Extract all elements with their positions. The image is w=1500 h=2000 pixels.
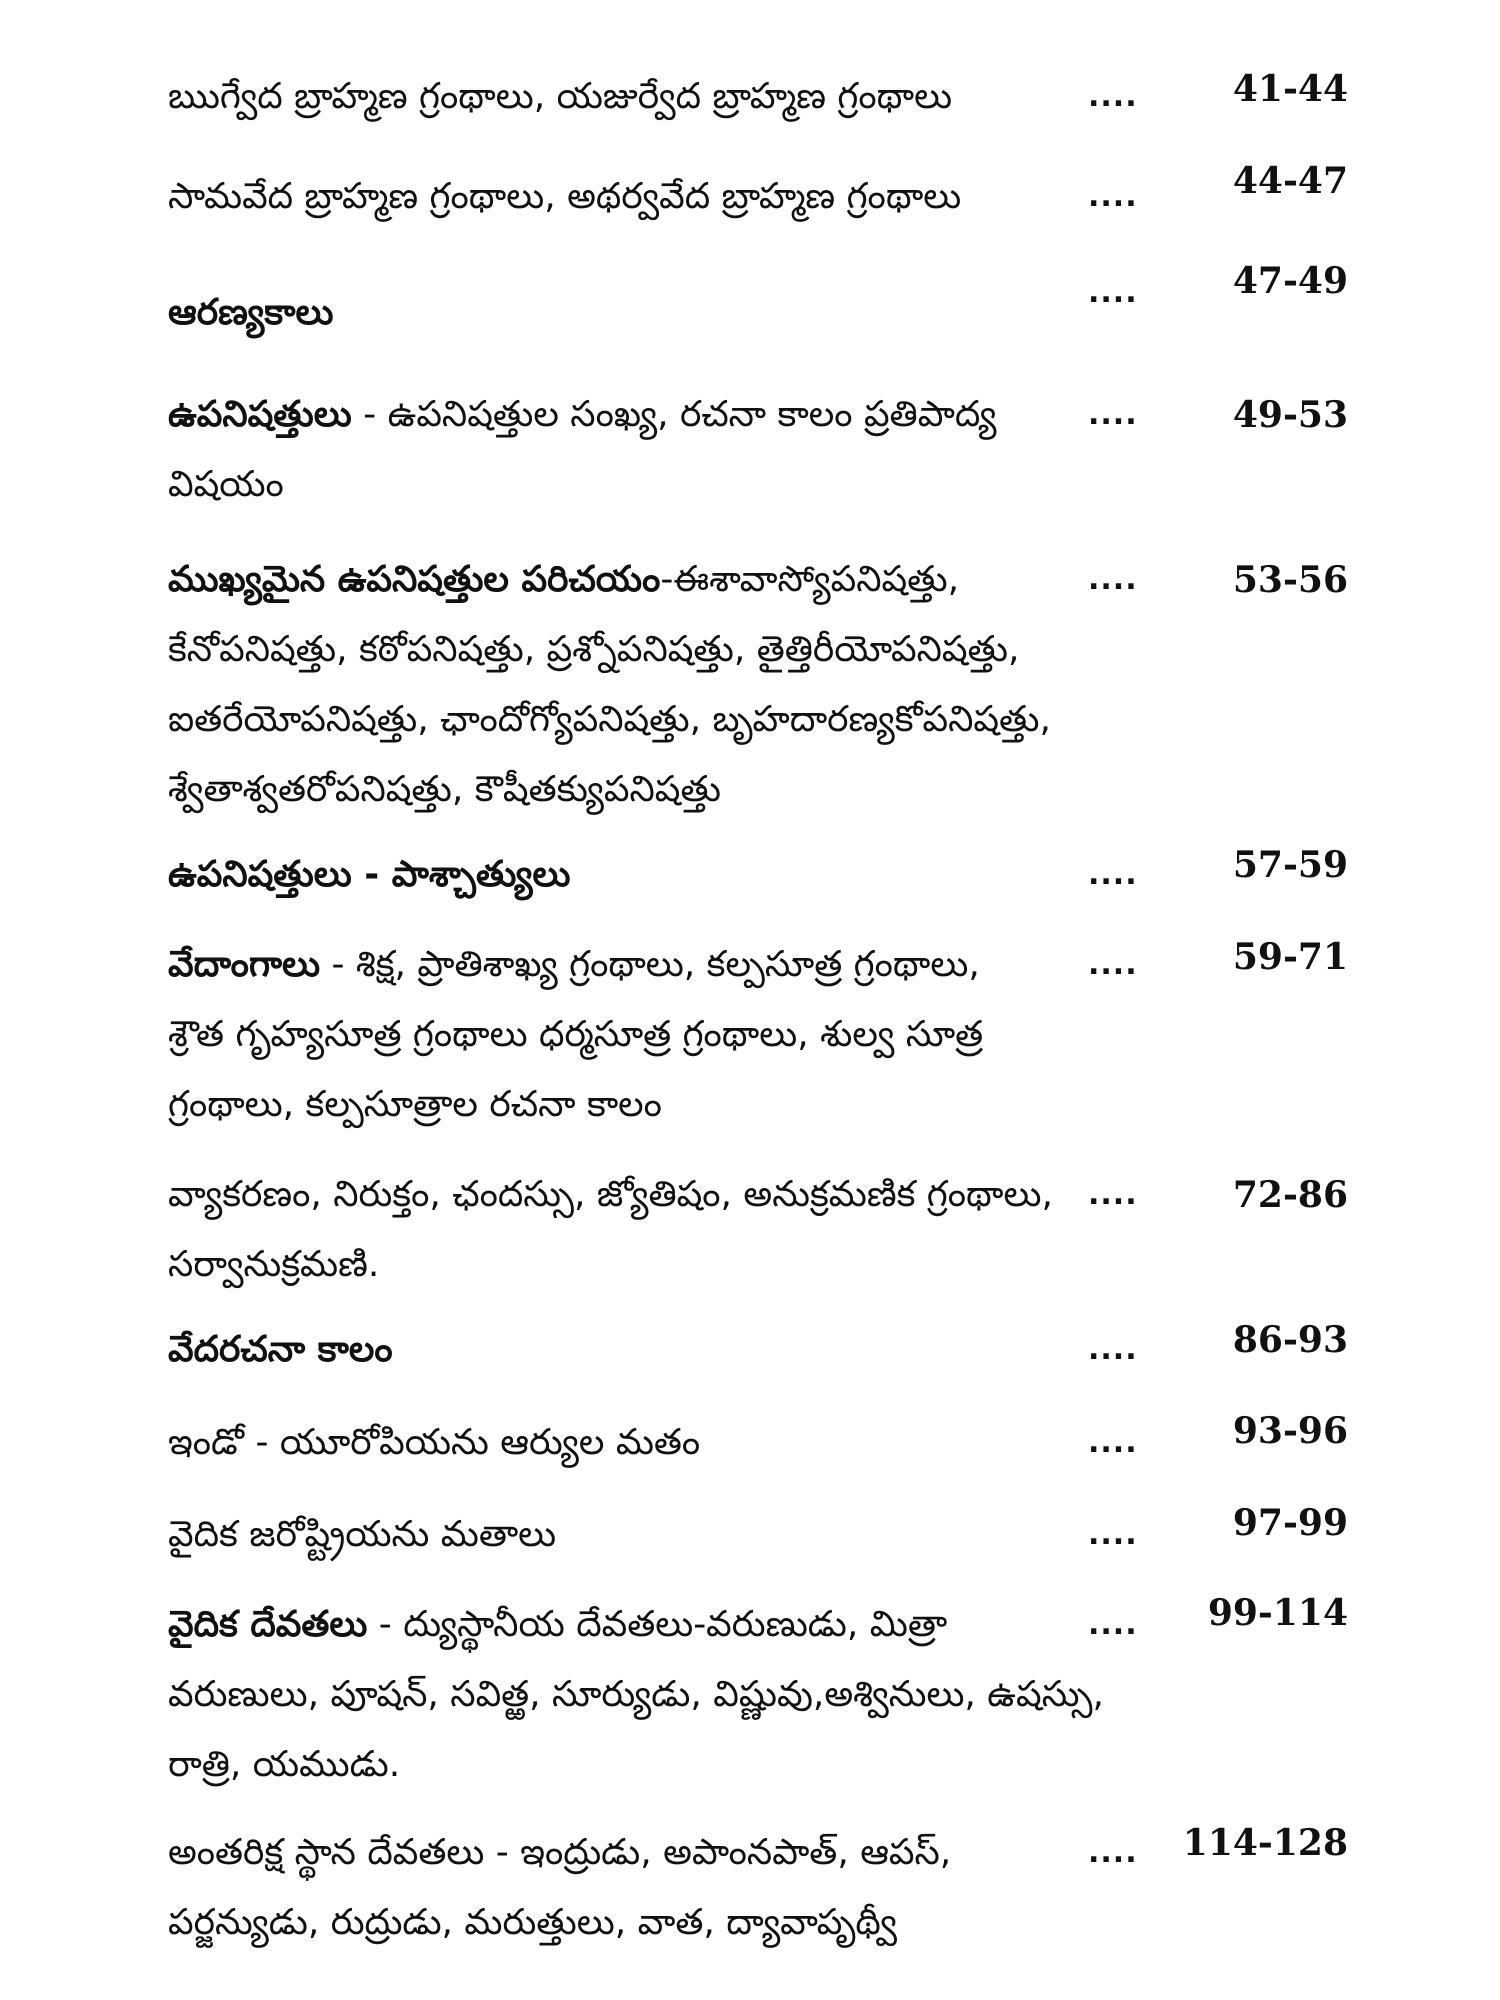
toc-entry-text <box>168 162 1068 232</box>
page-range: 114-128 <box>1182 1822 1348 1864</box>
leader-dots: .... <box>1088 1332 1138 1367</box>
toc-entry-line: ఇండో - యూరోపియను ఆర్యుల మతం <box>168 1422 701 1463</box>
toc-entry-text <box>168 1160 1068 1300</box>
toc-entry-text <box>168 545 1068 825</box>
toc-entry <box>168 1408 1348 1478</box>
toc-entry-text <box>168 1818 1068 1958</box>
page-range: 59-71 <box>1232 936 1348 978</box>
leader-dots: .... <box>1088 79 1138 114</box>
toc-entry-heading: ఉపనిషత్తులు <box>168 394 352 435</box>
toc-entry-line: - ద్యుస్థానీయ దేవతలు-వరుణుడు, మిత్రా <box>367 1604 948 1645</box>
leader-dots: .... <box>1088 857 1138 892</box>
toc-entry-heading: ఆరణ్యకాలు <box>168 292 334 333</box>
toc-entry <box>168 162 1348 232</box>
toc-entry-heading: వైదిక దేవతలు <box>168 1604 368 1645</box>
page-range: 47-49 <box>1232 260 1348 302</box>
page-range: 49-53 <box>1232 394 1348 436</box>
page-range: 53-56 <box>1232 559 1348 601</box>
page-range: 86-93 <box>1232 1319 1348 1361</box>
toc-entry-heading: వేదాంగాలు <box>168 944 321 985</box>
toc-entry-line: శ్వేతాశ్వతరోపనిషత్తు, కౌషీతక్యుపనిషత్తు <box>168 769 721 810</box>
toc-entry-line: - శిక్ష, ప్రాతిశాఖ్య గ్రంథాలు, కల్పసూత్ర గ్రంథాలు, <box>320 944 980 985</box>
leader-dots: .... <box>1088 397 1138 432</box>
toc-entry-line: కేనోపనిషత్తు, కఠోపనిషత్తు, ప్రశ్నోపనిషత్తు, తైత్తిరీయోపనిషత్తు, <box>168 629 1020 670</box>
toc-entry <box>168 840 1348 910</box>
page-range: 99-114 <box>1207 1592 1348 1634</box>
toc-entry-text <box>168 840 1068 910</box>
leader-dots: .... <box>1088 1425 1138 1460</box>
page-range: 93-96 <box>1232 1410 1348 1452</box>
toc-entry <box>168 1160 1348 1300</box>
page-range: 72-86 <box>1232 1174 1348 1216</box>
toc-entry-line: వ్యాకరణం, నిరుక్తం, ఛందస్సు, జ్యోతిషం, అనుక్రమణిక గ్రంథాలు, <box>168 1174 1053 1215</box>
toc-entry-text <box>168 1408 1068 1478</box>
leader-dots: .... <box>1088 1177 1138 1212</box>
page-range: 44-47 <box>1232 160 1348 202</box>
toc-entry <box>168 1500 1348 1570</box>
toc-entry-line: శ్రౌత గృహ్యసూత్ర గ్రంథాలు ధర్మసూత్ర గ్రంథాలు, శుల్వ సూత్ర <box>168 1014 984 1055</box>
toc-entry-line: విషయం <box>168 464 284 505</box>
leader-dots: .... <box>1088 1517 1138 1552</box>
toc-entry-line: గ్రంథాలు, కల్పసూత్రాల రచనా కాలం <box>168 1084 662 1125</box>
toc-entry-line: - ఉపనిషత్తుల సంఖ్య, రచనా కాలం ప్రతిపాద్య <box>351 394 997 435</box>
toc-entry-text <box>168 1590 1104 1800</box>
leader-dots: .... <box>1088 1607 1138 1642</box>
toc-entry-line: ఋగ్వేద బ్రాహ్మణ గ్రంథాలు, యజుర్వేద బ్రాహ్మణ గ్రంథాలు <box>168 76 953 117</box>
toc-entry-line: -ఈశావాస్యోపనిషత్తు, <box>660 559 960 600</box>
toc-entry-line: వైదిక జరోష్ట్రియను మతాలు <box>168 1514 557 1555</box>
toc-entry <box>168 1818 1348 1958</box>
leader-dots: .... <box>1088 947 1138 982</box>
toc-entry-line: పర్జన్యుడు, రుద్రుడు, మరుత్తులు, వాత, ద్యావాపృథ్వీ <box>168 1902 898 1943</box>
toc-entry-text <box>168 1315 1068 1385</box>
toc-entry-text <box>168 62 1068 132</box>
leader-dots: .... <box>1088 179 1138 214</box>
toc-entry-text <box>168 380 1068 520</box>
toc-entry-heading: ఉపనిషత్తులు - పాశ్చాత్యులు <box>168 854 571 895</box>
toc-entry-line: వరుణులు, పూషన్, సవిత్ఱ, సూర్యుడు, విష్ణువు,అశ్వినులు, ఉషస్సు, <box>168 1674 1104 1715</box>
page-range: 97-99 <box>1232 1502 1348 1544</box>
toc-entry-line: అంతరిక్ష స్థాన దేవతలు - ఇంద్రుడు, అపాంనపాత్, ఆపస్, <box>168 1832 952 1873</box>
toc-entry <box>168 1315 1348 1385</box>
toc-entry <box>168 62 1348 132</box>
toc-entry-text <box>168 1500 1068 1570</box>
leader-dots: .... <box>1088 1835 1138 1870</box>
toc-entry-line: సామవేద బ్రాహ్మణ గ్రంథాలు, అథర్వవేద బ్రాహ్మణ గ్రంథాలు <box>168 176 962 217</box>
toc-entry-heading: ముఖ్యమైన ఉపనిషత్తుల పరిచయం <box>168 559 661 600</box>
leader-dots: .... <box>1088 562 1138 597</box>
toc-entry <box>168 1590 1348 1800</box>
page-range: 57-59 <box>1232 844 1348 886</box>
toc-entry-line: రాత్రి, యముడు. <box>168 1744 401 1785</box>
toc-entry-line: ఐతరేయోపనిషత్తు, ఛాందోగ్యోపనిషత్తు, బృహదారణ్యకోపనిషత్తు, <box>168 699 1051 740</box>
toc-entry-text <box>168 278 1068 348</box>
toc-entry-text <box>168 930 1068 1140</box>
toc-entry-heading: వేదరచనా కాలం <box>168 1329 393 1370</box>
leader-dots: .... <box>1088 275 1138 310</box>
toc-entry <box>168 260 1348 348</box>
toc-entry <box>168 545 1348 825</box>
toc-entry <box>168 380 1348 520</box>
toc-entry <box>168 930 1348 1140</box>
toc-entry-line: సర్వానుక్రమణి. <box>168 1244 380 1285</box>
page-range: 41-44 <box>1232 68 1348 110</box>
